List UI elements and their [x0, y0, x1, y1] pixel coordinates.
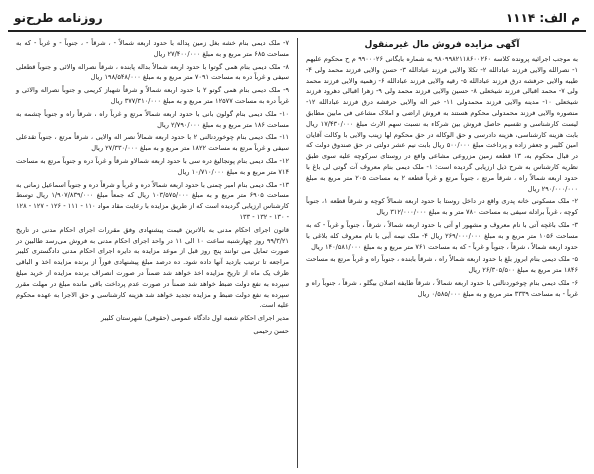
notice-paragraph: قانون اجرای احکام مدنی به بالاترین قیمت پیشنهادی وفق مقررات اجرای احکام مدنی در تاریخ ۹۹/۳/۲۱ روز چهارشنبه ساعت ۱۰ الی ۱۱ در واحد اجرای احکام مدنی به فروش می‌رسد طالبین در صورت تمایل می توانند پنج روز قبل از موعد مزایده به دایره اجرای احکام مدنی دادگستری کلیبر مراجعه تا ترتیب بازدید آنها داده شود. ده درصد مبلغ پیشنهادی فوراً از برنده مزایده اخذ و الباقی ظرف یک ماه از تاریخ مزایده اخذ خواهد شد ضمناً در صورت انصراف برنده مزایده از خرید مبلغ سپرده به نفع دولت ضبط خواهد شد ضمناً در صورت عدم پرداخت باقی مانده مبلغ در مهلت مقرر سپرده به نفع دولت ضبط و مزایده تجدید خواهد شد هزینه کارشناسی و حق الاجرا به عهده محکوم علیه است.	[16, 225, 289, 310]
notice-body	[8, 38, 586, 468]
issue-number: م الف: ۱۱۱۴	[505, 11, 580, 25]
notice-paragraph: ۶- ملک دیمی بنام چوخوردنالنی با حدود اربعه شمالاً ، شرقاً طایفه اصلان بیگلو ، شرقاً ، جنوباً راه و غرباً - به مساحت ۳۳۳۹ متر مربع و به مبلغ ۰/۵۸۵/۰۰۰ ریال	[306, 278, 578, 298]
notice-paragraph: ۲- ملک مسکونی خانه پدری واقع در داخل روستا با حدود اربعه شمالاً کوچه و شرقاً قطعه ۱، جنوباً کوچه ، غرباً برادله سیفی به مساحت ۷۸۰ متر و به مبلغ ۳۱۲/۰۰۰/۰۰۰ ریال	[306, 197, 578, 217]
signature-title: مدیر اجرای احکام شعبه اول دادگاه عمومی (حقوقی) شهرستان کلیبر	[100, 314, 289, 323]
notice-paragraph: ۵- ملک دیمی بنام ابروز بلغ با حدود اربعه شمالاً راه ، شرقاً بابنده ، جنوباً راه و غرباً مرتع به مساحت ۱۸۴۶ متر مربع به مبلغ ۲۶/۳۰۵/۵۰۰ ریال	[306, 255, 578, 275]
right-column	[297, 38, 586, 468]
notice-paragraph: ۱۲- ملک دیمی بنام پونجالیغ دره سی با حدود اربعه شمالاو شرقاً و غرباً دره و جنوباً مرتع به مساحت ۷۱۴ متر مربع و به مبلغ ۱۰/۷۱۰/۰۰۰ ریال	[16, 156, 289, 176]
notice-title: آگهی مزایده فروش مال غیرمنقول	[364, 40, 520, 50]
notice-paragraph: ۱۰- ملک دیمی بنام گولون بانی با حدود اربعه شمالاً مرتع و غرباً راه ، شرقاً راه و جنوباً چشمه به مساحت ۱۸۶ متر مربع و به مبلغ ۲/۷۹۰/۰۰۰ ریال	[16, 109, 289, 129]
notice-paragraph: ۸- ملک دیمی بنام همی گوتوا با حدود اربعه شمالاً بداله پابنده ، شرقاً نصراله والائی و جنوباً قطعلی سیفی و غرباً دره به مساحت ۷۰۹۱ متر مربع و به مبلغ ۱۹۸/۵۴۸/۰۰۰ ریال	[16, 62, 289, 82]
notice-paragraph: ۳- ملک باغچه آتی با نام معروف و مشهور او آتی با حدود اربعه شمالاً ، شرقاً ، جنوباً و غرباً - که به مساحت ۱۰۵۶ متر مربع و به مبلغ ۲۶۹/۰۰۰/۰۰۰ ریال ۴- ملک نیمه آبی با نام معروف کله بلاغی با حدود اربعه شمالاً ، شرقاً ، جنوباً و غرباً - که به مساحت ۷۶۱ متر مربع و به مبلغ ۱۴۰/۵۸۱/۰۰۰ ریال	[306, 220, 578, 251]
notice-paragraph: ۱۳- ملک دیمی بنام امیر چمنی با حدود اربعه شمالاً دره و غرباً و شرقاً دره و جنوباً اسماعیل زمانی به مساحت ۶۹۰۵ متر مربع و به مبلغ ۱۰۳/۵۷۵/۰۰۰ ریال که جمعاً مبلغ ۱/۹۰۷/۸۳۹/۰۰۰ ریال توسط کارشناس ارزیابی گردیده است که از طریق مزایده با رعایت مقاد مواد ۱۱۰ - ۱۱۱ - ۱۲۶ - ۱۲۷ - ۱۲۸ - ۱۳۰ - ۱۳۲ - ۱۳۳	[16, 180, 289, 221]
notice-paragraph: ۱۱- ملک دیمی بنام چوخوردنالنی ۲ با حدود اربعه شمالاً نصر اله والایی ، شرقاً مرتع ، جنوباً تقدعلی سیفی و غرباً مرتع به مساحت ۱۸۲۲ متر مربع و به مبلغ ۲۷/۳۳۰/۰۰۰ ریال	[16, 133, 289, 153]
notice-paragraph: ۷- ملک دیمی بنام خشه بغل زمین پداله با حدود اربعه شمالاً - ، شرقاً - ، جنوباً - و غرباً - که به مساحت ۶۸۵ متر مربع و به مبلغ ۲۷/۴۰۰/۰۰۰ ریال	[16, 39, 289, 58]
left-column	[8, 38, 297, 468]
notice-paragraph: ۹- ملک دیمی بنام همی گوتو ۲ با حدود اربعه شمالاً و شرقاً شهباز کریمی و جنوباً نصراله والائی و غرباً دره به مساحت ۱۲۵۷۷ متر مربع و به مبلغ ۳۷۷/۳۱۰/۰۰۰ ریال	[16, 86, 289, 105]
newspaper-name: روزنامه طرح‌نو	[14, 11, 103, 25]
signature-name: حسن رحیمی	[253, 326, 289, 335]
notice-paragraph: به موجب اجرائیه پرونده کلاسه ۹۸۰۹۹۸۲۱۱۸۶۰۰۲۶۰ به شماره بایگانی ۹۹۰۰۰۲۶ م ح محکوم علیهم ۱- نصرالله والایی فرزند عبادالله ۲- تکلا والایی فرزند عبادالله ۳- حسن والایی فرزند محمد ولی ۴- طیبه والایی حرفشه درق فرزند عبادالله ۵- رقیه والایی فرزند عبادالله ۶- زهمیه والایی فرزند محمد ولی ۷- محمد اقبالی فرزند شیخعلی ۸- حسین والایی فرزند محمد ولی ۹- زهرا اقبالی دهرود فرزند شیخعلی ۱۰- مدینه والایی فرزند محمدولی ۱۱- خیر اله والایی حرفشه درق فرزند عبادالله ۱۲- منصوره والایی فرزند محمدولی محکوم هستند به فروش اراضی و املاک مشاعی فی مابین مطابق لیست کارشناسی و تقسیم حاصل فروش بین شرکاء به نسبت سهم الارث مبلغ ۱۷/۴۳۰/۰۰۰ ریال بابت هزینه کارشناسی، هزینه دادرسی و حق الوکاله در حق محکوم لها زینب والایی با وکالت آقایان امین کلیبر و جعفر زاده و پرداخت مبلغ ۵۰۰/۰۰۰ ریال بابت نیم عشر دولتی در حق صندوق دولت که در قبال محکوم به، ۱۳ قطعه زمین مزروعی مشاعی واقع در روستای سرکوچه علیه سوی طبق نظریه کارشناس به شرح ذیل ارزیابی گردیده است: ۱- ملک دیمی بنام معروف آت گوتی لی باغ با حدود اربعه شمالاً راه ، شرقاً مرتع ، جنوباً مرتع و غرباً قطعه ۲ به مساحت ۲۰۵ متر مربع به مبلغ ۲۹۰/۰۰۰/۰۰۰ ریال	[306, 55, 579, 193]
page-header	[8, 6, 586, 32]
